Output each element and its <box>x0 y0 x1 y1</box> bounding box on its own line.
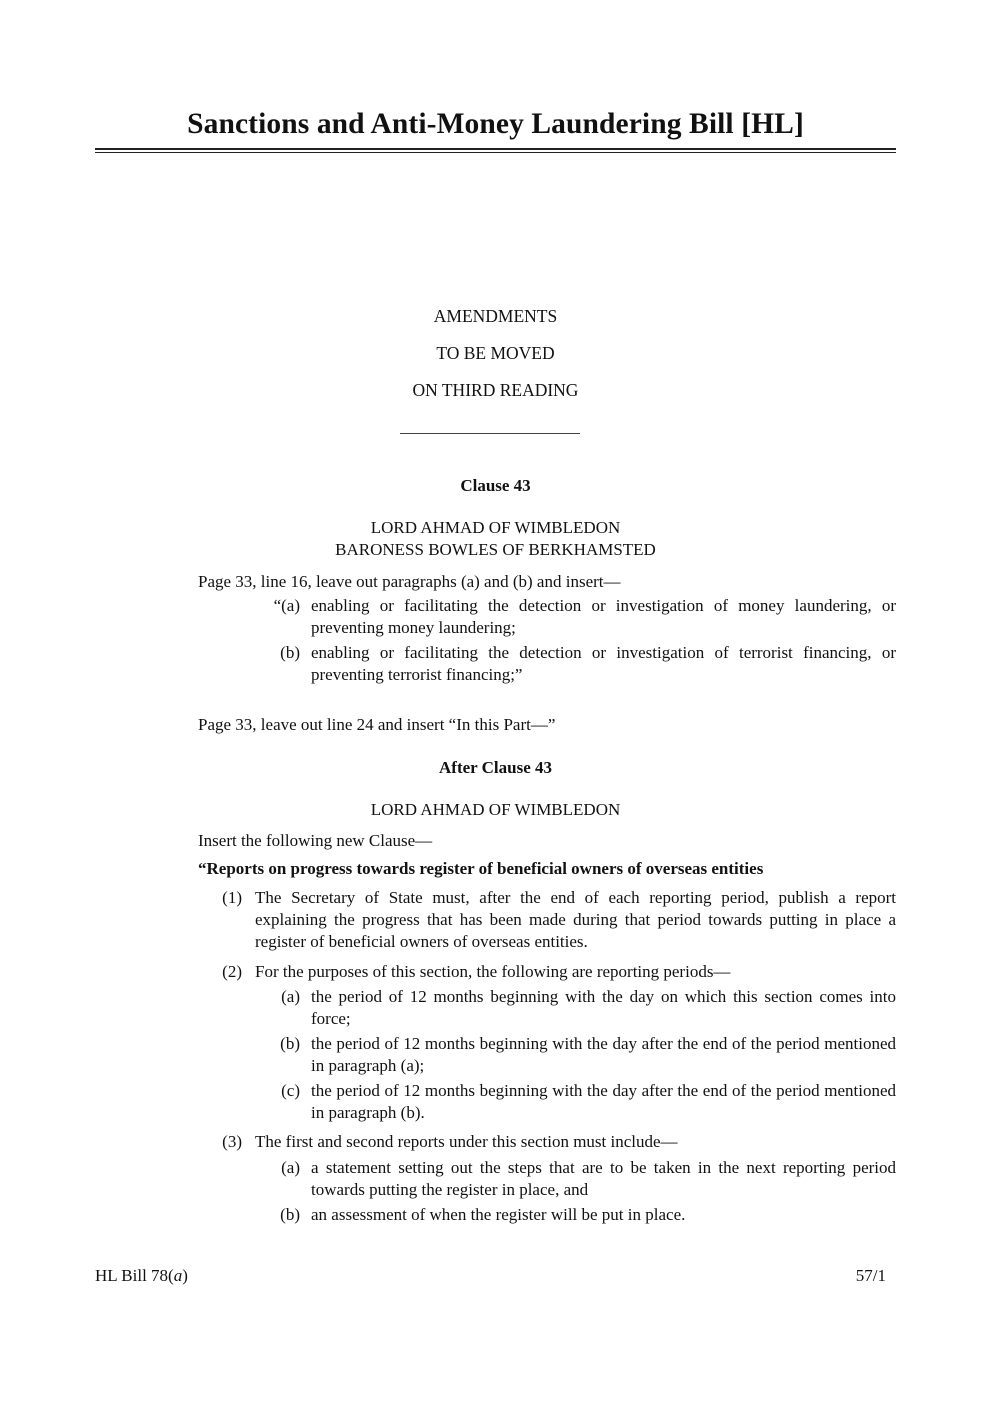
paragraph-label: (b) <box>280 643 300 662</box>
amendment-text: Insert the following new Clause— <box>198 831 433 850</box>
bill-number-suffix: a <box>173 1266 183 1285</box>
amendment-text: Page 33, leave out line 24 and insert “In this Part—” <box>198 715 556 734</box>
intro-line-1: AMENDMENTS <box>433 306 558 326</box>
clause-heading: After Clause 43 <box>439 758 552 777</box>
subsection-text: The first and second reports under this section must include— <box>255 1132 678 1151</box>
title-rule-thin <box>95 152 896 153</box>
paragraph-text: the period of 12 months beginning with the day after the end of the period mentioned in paragraph (b). <box>311 1081 896 1122</box>
subsection-paragraph <box>198 1033 896 1077</box>
paragraph-text: the period of 12 months beginning with the day after the end of the period mentioned in paragraph (a); <box>311 1034 896 1075</box>
paragraph-label: (b) <box>280 1034 300 1053</box>
amendment-text: Page 33, line 16, leave out paragraphs (a) and (b) and insert— <box>198 572 621 591</box>
subsection-paragraph <box>198 986 896 1030</box>
paragraph-text: a statement setting out the steps that are to be taken in the next reporting period towards putting the register in place, and <box>311 1158 896 1199</box>
new-clause-title: “Reports on progress towards register of beneficial owners of overseas entities <box>198 859 764 878</box>
paragraph-text: enabling or facilitating the detection or investigation of terrorist financing, or preventing terrorist financing;” <box>311 643 896 684</box>
paragraph-label: (b) <box>280 1205 300 1224</box>
paragraph-label: (a) <box>281 987 300 1006</box>
bill-number-close: ) <box>182 1266 188 1285</box>
amendment-paragraph <box>198 642 896 686</box>
paragraph-label: (c) <box>281 1081 300 1100</box>
subsection <box>198 887 896 953</box>
paragraph-text: the period of 12 months beginning with the day on which this section comes into force; <box>311 987 896 1028</box>
paragraph-text: an assessment of when the register will be put in place. <box>311 1205 686 1224</box>
subsection <box>198 961 896 983</box>
intro-line-3: ON THIRD READING <box>412 380 579 400</box>
intro-line-2: TO BE MOVED <box>436 343 555 363</box>
subsection-text: For the purposes of this section, the following are reporting periods— <box>255 962 731 981</box>
clause-heading: Clause 43 <box>460 476 531 495</box>
mover-name: BARONESS BOWLES OF BERKHAMSTED <box>335 540 656 559</box>
page-reference: 57/1 <box>855 1266 886 1285</box>
title-rule-thick <box>95 148 896 150</box>
subsection-label: (1) <box>222 888 242 907</box>
paragraph-text: enabling or facilitating the detection or investigation of money laundering, or preventing money laundering; <box>311 596 896 637</box>
subsection-paragraph <box>198 1080 896 1124</box>
subsection-text: The Secretary of State must, after the end of each reporting period, publish a report explaining the progress that has been made during that period towards putting in place a register of beneficial owners of overseas entities. <box>255 888 896 951</box>
bill-number <box>95 1266 188 1286</box>
subsection-paragraph <box>198 1204 896 1226</box>
mover-name: LORD AHMAD OF WIMBLEDON <box>370 800 621 819</box>
subsection <box>198 1131 896 1153</box>
separator-rule <box>400 433 580 434</box>
amendment-paragraph <box>198 595 896 639</box>
paragraph-label: “(a) <box>273 596 300 615</box>
mover-name: LORD AHMAD OF WIMBLEDON <box>370 518 621 537</box>
bill-number-prefix: HL Bill 78( <box>95 1266 174 1285</box>
subsection-label: (3) <box>222 1132 242 1151</box>
subsection-paragraph <box>198 1157 896 1201</box>
document-title: Sanctions and Anti-Money Laundering Bill [HL] <box>187 108 804 140</box>
paragraph-label: (a) <box>281 1158 300 1177</box>
subsection-label: (2) <box>222 962 242 981</box>
